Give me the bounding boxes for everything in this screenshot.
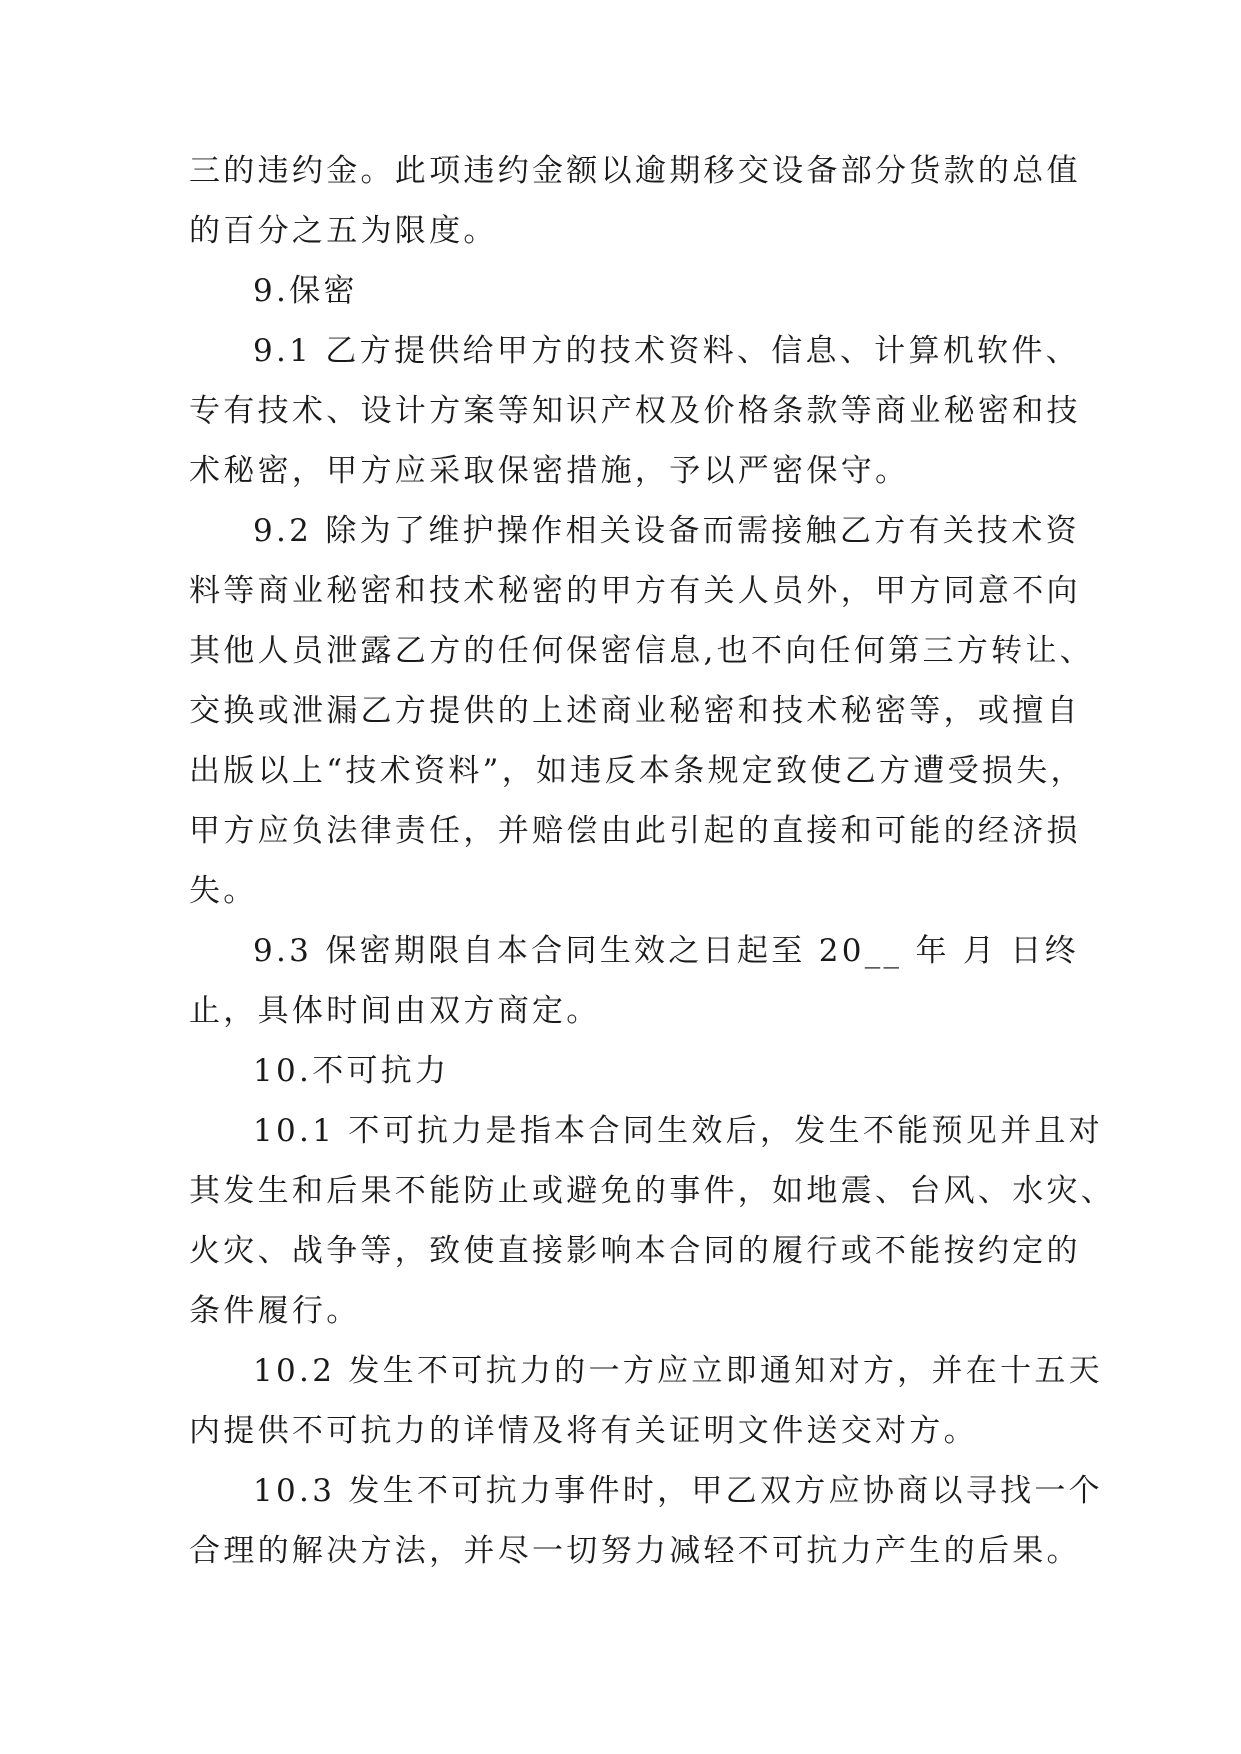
text-line: 止，具体时间由双方商定。 — [189, 993, 601, 1029]
text-line: 内提供不可抗力的详情及将有关证明文件送交对方。 — [189, 1413, 978, 1449]
text-line: 10.2 发生不可抗力的一方应立即通知对方，并在十五天 — [253, 1353, 1103, 1389]
text-line: 术秘密，甲方应采取保密措施，予以严密保守。 — [189, 453, 910, 489]
text-line: 失。 — [189, 873, 258, 909]
text-line: 出版以上“技术资料”，如违反本条规定致使乙方遭受损失， — [189, 753, 1085, 789]
section-heading: 9.保密 — [253, 273, 358, 309]
text-line: 9.3 保密期限自本合同生效之日起至 20__ 年 月 日终 — [253, 933, 1080, 969]
text-line: 10.1 不可抗力是指本合同生效后，发生不能预见并且对 — [253, 1113, 1103, 1149]
text-line: 其他人员泄露乙方的任何保密信息,也不向任何第三方转让、 — [189, 633, 1094, 669]
text-line: 专有技术、设计方案等知识产权及价格条款等商业秘密和技 — [189, 393, 1081, 429]
text-line: 甲方应负法律责任，并赔偿由此引起的直接和可能的经济损 — [189, 813, 1081, 849]
text-line: 火灾、战争等，致使直接影响本合同的履行或不能按约定的 — [189, 1233, 1081, 1269]
text-line: 的百分之五为限度。 — [189, 213, 498, 249]
text-line: 条件履行。 — [189, 1293, 361, 1329]
text-line: 其发生和后果不能防止或避免的事件，如地震、台风、水灾、 — [189, 1173, 1116, 1209]
text-line: 9.1 乙方提供给甲方的技术资料、信息、计算机软件、 — [253, 333, 1080, 369]
text-line: 9.2 除为了维护操作相关设备而需接触乙方有关技术资 — [253, 513, 1080, 549]
text-line: 交换或泄漏乙方提供的上述商业秘密和技术秘密等，或擅自 — [189, 693, 1081, 729]
text-line: 合理的解决方法，并尽一切努力减轻不可抗力产生的后果。 — [189, 1533, 1081, 1569]
text-line: 三的违约金。此项违约金额以逾期移交设备部分货款的总值 — [189, 153, 1081, 189]
text-line: 料等商业秘密和技术秘密的甲方有关人员外，甲方同意不向 — [189, 573, 1081, 609]
section-heading: 10.不可抗力 — [253, 1053, 450, 1089]
text-line: 10.3 发生不可抗力事件时，甲乙双方应协商以寻找一个 — [253, 1473, 1103, 1509]
